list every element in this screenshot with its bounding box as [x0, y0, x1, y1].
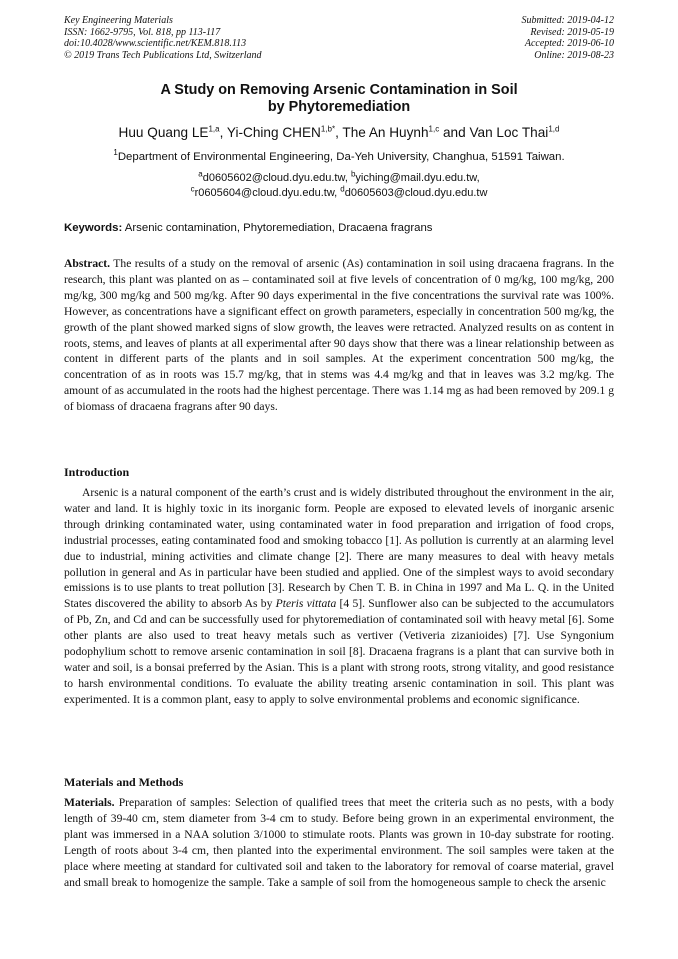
- email-mark: a: [198, 169, 203, 179]
- abstract: [64, 256, 614, 415]
- author-separator: ,: [219, 125, 227, 140]
- journal-issn: ISSN: 1662-9795, Vol. 818, pp 113-117: [64, 26, 221, 38]
- author-separator: and: [439, 125, 470, 140]
- title-line-1: A Study on Removing Arsenic Contamination in Soil: [160, 82, 518, 98]
- author-list: [40, 125, 638, 141]
- methods-heading: Materials and Methods: [64, 775, 184, 789]
- journal-info: [64, 15, 262, 61]
- journal-name: Key Engineering Materials: [64, 15, 173, 26]
- author-name: Yi-Ching CHEN: [226, 125, 321, 140]
- introduction-paragraph: [64, 485, 614, 708]
- paper-title: [64, 82, 614, 115]
- keywords-label: Keywords:: [64, 222, 123, 234]
- date-online: Online: 2019-08-23: [534, 49, 614, 61]
- affiliation-mark: 1: [113, 148, 118, 158]
- author-affil-mark: 1,a: [208, 124, 220, 134]
- keywords: [64, 222, 614, 235]
- abstract-text: The results of a study on the removal of arsenic (As) contamination in soil using dracaena fragrans. In the research, this plant was planted on as – contaminated soil at five levels of concentration of 0 mg/kg, 100 mg/kg, 200 mg/kg, 300 mg/kg and 500 mg/kg. After 90 days experimental in the five concentrations the survival rate was 100%. However, as concentrations have a significant effect on growth parameters, especially in concentration 500 mg/kg, the growth of the plant showed marked signs of slow growth, the leaves were retracted. Analyzed results on as content in roots, stems, and leaves of plants at all experimental after 90 days show that there was a linear relationship between as content in different parts of the plants and in soil samples. At the experiment concentration 500 mg/kg, the concentration of as in roots was 15.7 mg/kg, that in stems was 4.4 mg/kg and that in leaves was 3.2 mg/kg. The amount of as accumulated in the roots had the highest percentage. There was 1.14 mg as had been removed by 209.1 g of biomass of dracaena fragrans after 90 days.: [64, 257, 614, 414]
- email-separator: ,: [334, 187, 341, 199]
- author-separator: ,: [335, 125, 343, 140]
- author-name: Huu Quang LE: [118, 125, 209, 140]
- email-mark: b: [350, 169, 356, 179]
- journal-copyright: © 2019 Trans Tech Publications Ltd, Switzerland: [64, 49, 262, 61]
- methods-paragraph: [64, 795, 614, 890]
- email-address[interactable]: d0605603@cloud.dyu.edu.tw: [344, 187, 488, 199]
- email-address[interactable]: d0605602@cloud.dyu.edu.tw: [202, 172, 345, 184]
- materials-label: Materials.: [64, 796, 115, 809]
- introduction-text-2: [4 5]. Sunflower also can be subjected to the accumulators of Pb, Zn, and Cd and can be successfully used for phytoremediation of contaminated soil with heavy metal [6]. Some other plants are also used to treat heavy metals such as vertiver (Vetiveria zizanioides) [7]. Use Syngonium podophylium schott to remove arsenic contamination in soil [8]. Dracaena fragrans is a plant that can survive both in water and soil, is a bonsai preferred by the Asian. This is a plant with strong roots, strong vitality, and good resistance to harsh environmental conditions. To evaluate the ability treating arsenic contamination in soil. This plant was experimented. It is a common plant, easy to apply to solve environmental problems and economic significance.: [64, 597, 614, 706]
- introduction-heading: Introduction: [64, 465, 130, 479]
- journal-doi: doi:10.4028/www.scientific.net/KEM.818.113: [64, 38, 247, 50]
- author-name: The An Huynh: [342, 125, 429, 140]
- email-mark: c: [190, 184, 195, 194]
- affiliation-text: Department of Environmental Engineering, Da-Yeh University, Changhua, 51591 Taiwan.: [117, 151, 565, 163]
- date-submitted: Submitted: 2019-04-12: [521, 15, 614, 26]
- email-address[interactable]: r0605604@cloud.dyu.edu.tw: [194, 187, 335, 199]
- author-affil-mark: 1,c: [428, 124, 440, 134]
- author-name: Van Loc Thai: [469, 125, 549, 140]
- submission-dates: [522, 15, 615, 61]
- date-revised: Revised: 2019-05-19: [530, 26, 614, 38]
- species-name: Pteris vittata: [275, 597, 337, 611]
- email-separator: ,: [476, 172, 480, 184]
- email-separator: ,: [344, 172, 351, 184]
- email-line: [40, 186, 638, 201]
- abstract-label: Abstract.: [64, 257, 111, 270]
- email-address[interactable]: yiching@mail.dyu.edu.tw: [355, 172, 477, 184]
- email-line: [40, 171, 638, 186]
- title-line-2: by Phytoremediation: [267, 98, 411, 115]
- author-affil-mark: 1,b*: [320, 124, 336, 134]
- keywords-text: Arsenic contamination, Phytoremediation, Dracaena fragrans: [122, 222, 433, 234]
- affiliation: [40, 148, 638, 164]
- materials-text: Preparation of samples: Selection of qualified trees that meet the criteria such as no pests, with a body length of 39-40 cm, stem diameter from 3-4 cm to study. Before being grown in an experimental environment, the plant was immersed in a NAA solution 3/1000 to stimulate roots. Plants was grown in 10-day substrate for rooting. Length of roots about 3-4 cm, then planted into the experimental environment. The soil samples were taken at the place where meeting at standard for cultivated soil and taken to the laboratory for removal of coarse material, gravel and small break to homogenize the sample. Take a sample of soil from the homogeneous sample to check the arsenic: [64, 796, 614, 889]
- date-accepted: Accepted: 2019-06-10: [524, 38, 614, 50]
- author-emails: [40, 171, 638, 201]
- email-mark: d: [340, 184, 345, 194]
- author-affil-mark: 1,d: [548, 124, 560, 134]
- introduction-text-1: Arsenic is a natural component of the earth’s crust and is widely distributed throughout the environment in the air, water and land. It is highly toxic in its inorganic form. People are exposed to elevated levels of inorganic arsenic through drinking contaminated water, using contaminated water in food preparation and irrigation of food crops, industrial processes, eating contaminated food and smoking tobacco [1]. As pollution is currently at an alarming level due to industrial, mining activities and climate change [2]. There are many measures to deal with heavy metals pollution in general and As in particular have been studied and applied. One of the simplest ways to avoid secondary emissions is to use plants to treat pollution [3]. Research by Chen T. B. in China in 1997 and Ma L. Q. in the United States discovered the ability to absorb As by: [64, 486, 614, 611]
